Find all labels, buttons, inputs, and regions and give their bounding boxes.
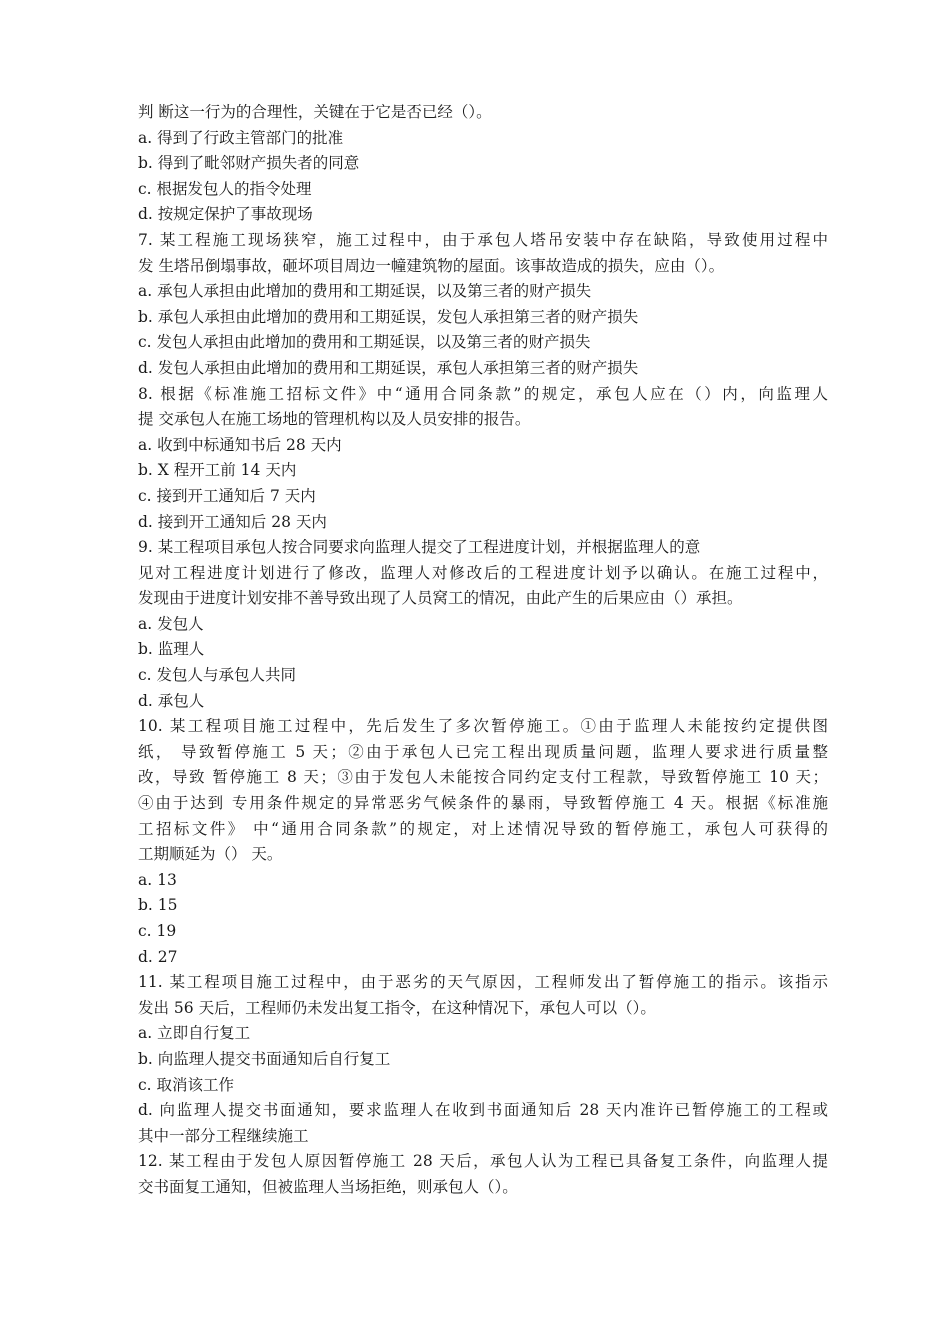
answer-option-line: b. 承包人承担由此增加的费用和工期延误，发包人承担第三者的财产损失 [138,307,639,326]
answer-option-line: d. 按规定保护了事故现场 [138,205,313,224]
answer-option-line: a. 承包人承担由此增加的费用和工期延误，以及第三者的财产损失 [138,282,592,301]
question-text-line: 交书面复工通知，但被监理人当场拒绝，则承包人（）。 [138,1177,518,1196]
answer-option-line: a. 13 [138,870,177,889]
document-page [138,100,828,1201]
question-text-line: 7. 某工程施工现场狭窄，施工过程中，由于承包人塔吊安装中存在缺陷，导致使用过程中 [138,230,828,249]
answer-option-line: b. 向监理人提交书面通知后自行复工 [138,1049,391,1068]
answer-option-line: a. 发包人 [138,614,204,633]
answer-option-line: c. 发包人与承包人共同 [138,666,297,685]
answer-option-line: c. 接到开工通知后 7 天内 [138,486,316,505]
answer-option-line: 其中一部分工程继续施工 [138,1126,309,1145]
question-text-line: 改，导致 暂停施工 8 天；③由于发包人未能按合同约定支付工程款，导致暂停施工 10 天； [138,768,828,787]
question-text-line: 纸， 导致暂停施工 5 天；②由于承包人已完工程出现质量问题，监理人要求进行质量整 [138,742,828,761]
answer-option-line: c. 发包人承担由此增加的费用和工期延误，以及第三者的财产损失 [138,333,591,352]
question-text-line: 发现由于进度计划安排不善导致出现了人员窝工的情况，由此产生的后果应由（）承担。 [138,589,743,608]
answer-option-line: d. 承包人 [138,691,205,710]
answer-option-line: c. 根据发包人的指令处理 [138,179,312,198]
answer-option-line: c. 取消该工作 [138,1075,235,1094]
question-text-line: ④由于达到 专用条件规定的异常恶劣气候条件的暴雨，导致暂停施工 4 天。根据《标准施 [138,794,828,813]
answer-option-line: b. 15 [138,896,178,915]
answer-option-line: b. 监理人 [138,640,205,659]
question-text-line: 9. 某工程项目承包人按合同要求向监理人提交了工程进度计划，并根据监理人的意 [138,538,701,557]
answer-option-line: d. 27 [138,947,178,966]
answer-option-line: a. 得到了行政主管部门的批准 [138,128,344,147]
answer-option-line: b. X 程开工前 14 天内 [138,461,297,480]
question-text-line: 工期顺延为（） 天。 [138,845,283,864]
question-text-line: 发 生塔吊倒塌事故，砸坏项目周边一幢建筑物的屋面。该事故造成的损失，应由（）。 [138,256,725,275]
question-text-line: 10. 某工程项目施工过程中，先后发生了多次暂停施工。①由于监理人未能按约定提供图 [138,717,828,736]
question-text-line: 11. 某工程项目施工过程中，由于恶劣的天气原因，工程师发出了暂停施工的指示。该指示 [138,973,828,992]
question-text-line: 发出 56 天后，工程师仍未发出复工指令，在这种情况下，承包人可以（）。 [138,998,656,1017]
question-text-line: 8. 根据《标准施工招标文件》中“通用合同条款”的规定，承包人应在（）内，向监理人 [138,384,828,403]
question-text-line: 见对工程进度计划进行了修改，监理人对修改后的工程进度计划予以确认。在施工过程中， [138,563,828,582]
question-text-line: 工招标文件》 中“通用合同条款”的规定，对上述情况导致的暂停施工，承包人可获得的 [138,819,828,838]
answer-option-line: d. 向监理人提交书面通知，要求监理人在收到书面通知后 28 天内准许已暂停施工的工程或 [138,1101,828,1120]
question-text-line: 12. 某工程由于发包人原因暂停施工 28 天后，承包人认为工程已具备复工条件，向监理人提 [138,1152,828,1171]
answer-option-line: d. 接到开工通知后 28 天内 [138,512,327,531]
question-text-line: 提 交承包人在施工场地的管理机构以及人员安排的报告。 [138,410,531,429]
answer-option-line: a. 收到中标通知书后 28 天内 [138,435,342,454]
answer-option-line: c. 19 [138,922,177,940]
answer-option-line: d. 发包人承担由此增加的费用和工期延误，承包人承担第三者的财产损失 [138,358,639,377]
answer-option-line: b. 得到了毗邻财产损失者的同意 [138,154,360,173]
answer-option-line: a. 立即自行复工 [138,1024,251,1043]
question-text-line: 判 断这一行为的合理性，关键在于它是否已经（）。 [138,103,492,121]
